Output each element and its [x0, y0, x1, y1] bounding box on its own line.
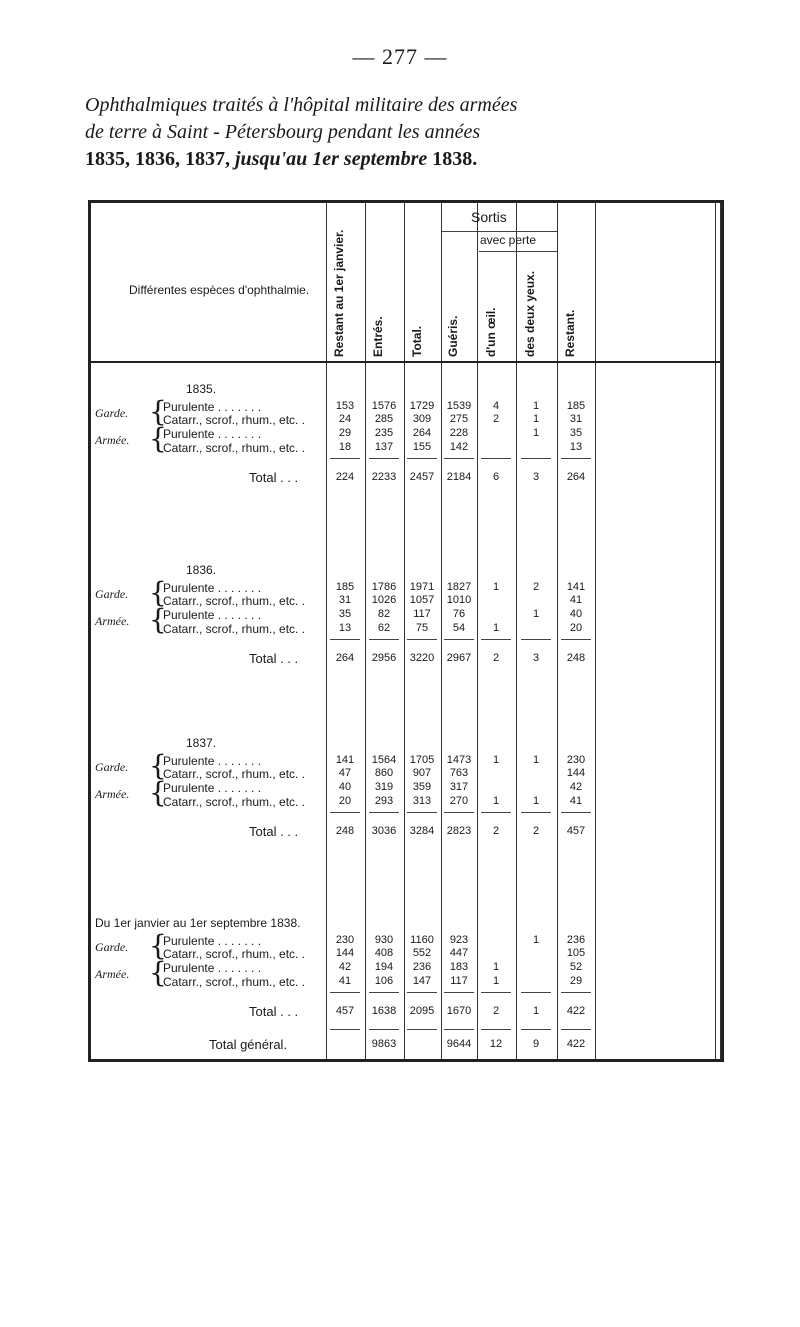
table-cell: 106 [374, 975, 394, 987]
total-rule [330, 992, 360, 993]
row-label: Purulente . . . . . . . [163, 608, 262, 622]
table-cell: 1473 [446, 754, 472, 766]
header-un-oeil: d'un œil. [484, 307, 498, 357]
total-cell: 2956 [371, 652, 397, 664]
header-species: Différentes espèces d'ophthalmie. [129, 283, 310, 297]
group-armee: Armée. [95, 967, 130, 981]
table-cell: 137 [374, 441, 394, 453]
table-cell: 117 [413, 608, 431, 620]
total-rule [407, 992, 437, 993]
table-cell: 1729 [409, 400, 435, 412]
table-cell: 228 [449, 427, 469, 439]
total-rule [444, 639, 474, 640]
table-cell: 4 [492, 400, 500, 412]
total-cell: 264 [566, 471, 586, 483]
table-cell: 1 [492, 961, 500, 973]
total-label: Total . . . [249, 824, 299, 839]
table-cell: 31 [569, 413, 583, 425]
total-rule [521, 992, 551, 993]
total-label: Total . . . [249, 651, 299, 666]
title-line-2: de terre à Saint - Pétersbourg pendant les années [85, 121, 481, 143]
total-cell: 1670 [446, 1005, 472, 1017]
table-cell: 1 [532, 795, 540, 807]
total-cell: 2184 [446, 471, 472, 483]
table-cell: 144 [566, 767, 586, 779]
page-title [85, 92, 735, 173]
table-cell: 319 [374, 781, 394, 793]
total-label: Total . . . [249, 1004, 299, 1019]
row-label: Catarr., scrof., rhum., etc. . [163, 594, 306, 608]
brace-icon: { [149, 603, 167, 636]
total-cell: 2 [492, 1005, 500, 1017]
total-rule [369, 639, 399, 640]
table-cell: 194 [374, 961, 394, 973]
total-rule [444, 1029, 474, 1030]
table-cell: 82 [377, 608, 391, 620]
table-cell: 2 [532, 581, 540, 593]
total-cell: 224 [335, 471, 355, 483]
total-rule [444, 992, 474, 993]
header-restant-janvier: Restant au 1er janvier. [332, 229, 346, 357]
total-rule [481, 992, 511, 993]
table-cell: 1786 [371, 581, 397, 593]
table-cell: 13 [569, 441, 583, 453]
table-cell: 763 [449, 767, 469, 779]
header-deux-yeux: des deux yeux. [523, 270, 537, 357]
table-cell: 907 [412, 767, 432, 779]
total-rule [407, 812, 437, 813]
total-rule [481, 458, 511, 459]
brace-icon: { [149, 929, 167, 962]
table-cell: 1 [492, 754, 500, 766]
header-entres: Entrés. [371, 316, 385, 357]
total-rule [369, 992, 399, 993]
table-cell: 142 [449, 441, 469, 453]
table-cell: 2 [492, 413, 500, 425]
table-cell: 18 [338, 441, 352, 453]
grand-total-label: Total général. [209, 1037, 288, 1052]
total-cell: 2967 [446, 652, 472, 664]
table-cell: 24 [338, 413, 352, 425]
row-label: Purulente . . . . . . . [163, 754, 262, 768]
table-cell: 230 [566, 754, 586, 766]
table-cell: 930 [374, 934, 394, 946]
table-cell: 1539 [446, 400, 472, 412]
total-rule [561, 812, 591, 813]
table-cell: 141 [566, 581, 586, 593]
title-line-1: Ophthalmiques traités à l'hôpital militaire des armées [85, 94, 518, 116]
row-label: Purulente . . . . . . . [163, 934, 262, 948]
table-cell: 47 [338, 767, 352, 779]
row-label: Catarr., scrof., rhum., etc. . [163, 975, 306, 989]
group-armee: Armée. [95, 433, 130, 447]
total-cell: 3036 [371, 825, 397, 837]
table-cell: 447 [449, 947, 469, 959]
table-cell: 1 [492, 622, 500, 634]
table-cell: 552 [412, 947, 432, 959]
table-cell: 29 [338, 427, 352, 439]
table-cell: 155 [412, 441, 432, 453]
table-cell: 1026 [371, 594, 397, 606]
grand-total-cell: 12 [489, 1038, 503, 1050]
row-label: Purulente . . . . . . . [163, 961, 262, 975]
table-cell: 62 [377, 622, 391, 634]
table-cell: 1 [492, 581, 500, 593]
table-cell: 317 [449, 781, 469, 793]
total-cell: 248 [566, 652, 586, 664]
total-cell: 264 [335, 652, 355, 664]
total-rule [481, 1029, 511, 1030]
total-cell: 2 [492, 825, 500, 837]
table-cell: 236 [412, 961, 432, 973]
header-sortis: Sortis [471, 209, 507, 225]
table-cell: 183 [449, 961, 469, 973]
table-cell: 1010 [446, 594, 472, 606]
total-cell: 1 [532, 1005, 540, 1017]
table-cell: 1 [532, 934, 540, 946]
table-cell: 236 [566, 934, 586, 946]
table-cell: 40 [338, 781, 352, 793]
statistics-table [88, 200, 724, 1062]
table-cell: 923 [449, 934, 469, 946]
total-cell: 457 [335, 1005, 355, 1017]
table-cell: 147 [412, 975, 432, 987]
total-cell: 2 [532, 825, 540, 837]
table-cell: 144 [335, 947, 355, 959]
table-cell: 230 [335, 934, 355, 946]
total-cell: 6 [492, 471, 500, 483]
table-cell: 29 [569, 975, 583, 987]
table-cell: 235 [374, 427, 394, 439]
total-rule [407, 458, 437, 459]
group-armee: Armée. [95, 614, 130, 628]
group-garde: Garde. [95, 587, 129, 601]
table-cell: 1564 [371, 754, 397, 766]
total-rule [521, 812, 551, 813]
grand-total-cell: 9863 [371, 1038, 397, 1050]
table-cell: 275 [449, 413, 469, 425]
header-total: Total. [410, 325, 424, 357]
table-cell: 264 [412, 427, 432, 439]
total-rule [330, 458, 360, 459]
section-year: Du 1er janvier au 1er septembre 1838. [95, 916, 301, 930]
table-cell: 1576 [371, 400, 397, 412]
total-rule [407, 639, 437, 640]
total-rule [369, 1029, 399, 1030]
group-armee: Armée. [95, 787, 130, 801]
table-cell: 42 [338, 961, 352, 973]
table-cell: 313 [412, 795, 432, 807]
total-cell: 1638 [371, 1005, 397, 1017]
total-rule [369, 812, 399, 813]
table-cell: 408 [374, 947, 394, 959]
table-cell: 117 [450, 975, 468, 987]
brace-icon: { [149, 749, 167, 782]
page-number: — 277 — [352, 44, 448, 69]
total-cell: 422 [566, 1005, 586, 1017]
table-cell: 1057 [409, 594, 435, 606]
table-cell: 54 [452, 622, 466, 634]
total-rule [481, 812, 511, 813]
total-cell: 3284 [409, 825, 435, 837]
total-rule [330, 1029, 360, 1030]
total-rule [369, 458, 399, 459]
table-cell: 309 [412, 413, 432, 425]
total-rule [330, 812, 360, 813]
section-year: 1837. [186, 736, 217, 750]
brace-icon: { [149, 422, 167, 455]
total-cell: 2457 [409, 471, 435, 483]
table-cell: 1 [532, 427, 540, 439]
table-cell: 52 [569, 961, 583, 973]
row-label: Catarr., scrof., rhum., etc. . [163, 441, 306, 455]
total-rule [561, 992, 591, 993]
total-rule [521, 458, 551, 459]
table-cell: 1160 [410, 934, 434, 946]
title-line-3: 1835, 1836, 1837, jusqu'au 1er septembre 1838. [85, 148, 478, 170]
table-cell: 860 [374, 767, 394, 779]
grand-total-cell: 9 [532, 1038, 540, 1050]
total-rule [330, 639, 360, 640]
table-cell: 1827 [446, 581, 472, 593]
header-restant: Restant. [563, 309, 577, 357]
table-cell: 35 [569, 427, 583, 439]
grand-total-cell: 9644 [446, 1038, 472, 1050]
total-label: Total . . . [249, 470, 299, 485]
total-rule [521, 639, 551, 640]
row-label: Purulente . . . . . . . [163, 427, 262, 441]
table-cell: 1 [532, 608, 540, 620]
table-cell: 76 [452, 608, 466, 620]
table-cell: 1 [532, 754, 540, 766]
brace-icon: { [149, 576, 167, 609]
total-rule [407, 1029, 437, 1030]
table-cell: 1 [532, 413, 540, 425]
table-cell: 1705 [409, 754, 435, 766]
table-cell: 31 [338, 594, 352, 606]
section-year: 1835. [186, 382, 217, 396]
group-garde: Garde. [95, 760, 129, 774]
row-label: Catarr., scrof., rhum., etc. . [163, 622, 306, 636]
table-cell: 185 [566, 400, 586, 412]
group-garde: Garde. [95, 940, 129, 954]
total-rule [561, 1029, 591, 1030]
grand-total-cell: 422 [566, 1038, 586, 1050]
total-rule [521, 1029, 551, 1030]
table-cell: 13 [338, 622, 352, 634]
table-cell: 41 [569, 594, 583, 606]
table-cell: 141 [335, 754, 355, 766]
total-rule [561, 639, 591, 640]
row-label: Catarr., scrof., rhum., etc. . [163, 767, 306, 781]
row-label: Catarr., scrof., rhum., etc. . [163, 947, 306, 961]
row-label: Purulente . . . . . . . [163, 581, 262, 595]
total-cell: 2095 [409, 1005, 435, 1017]
total-cell: 248 [335, 825, 355, 837]
table-cell: 41 [338, 975, 352, 987]
row-label: Catarr., scrof., rhum., etc. . [163, 795, 306, 809]
table-cell: 359 [412, 781, 432, 793]
total-rule [444, 812, 474, 813]
total-cell: 2 [492, 652, 500, 664]
table-cell: 20 [338, 795, 352, 807]
table-cell: 40 [569, 608, 583, 620]
table-cell: 1 [492, 975, 500, 987]
table-cell: 20 [569, 622, 583, 634]
table-cell: 270 [449, 795, 469, 807]
total-cell: 2823 [446, 825, 472, 837]
brace-icon: { [149, 395, 167, 428]
row-label: Catarr., scrof., rhum., etc. . [163, 413, 306, 427]
table-cell: 1 [492, 795, 500, 807]
total-rule [444, 458, 474, 459]
table-cell: 1971 [409, 581, 435, 593]
total-cell: 3 [532, 471, 540, 483]
table-cell: 75 [415, 622, 429, 634]
table-cell: 42 [569, 781, 583, 793]
total-rule [481, 639, 511, 640]
table-cell: 41 [569, 795, 583, 807]
group-garde: Garde. [95, 406, 129, 420]
brace-icon: { [149, 956, 167, 989]
row-label: Purulente . . . . . . . [163, 781, 262, 795]
table-cell: 35 [338, 608, 352, 620]
header-avec-perte: avec perte [480, 233, 537, 247]
section-year: 1836. [186, 563, 217, 577]
table-cell: 1 [532, 400, 540, 412]
total-rule [561, 458, 591, 459]
total-cell: 2233 [371, 471, 397, 483]
total-cell: 457 [566, 825, 586, 837]
header-gueris: Guéris. [446, 315, 460, 357]
table-cell: 293 [374, 795, 394, 807]
brace-icon: { [149, 776, 167, 809]
table-cell: 153 [335, 400, 355, 412]
table-cell: 105 [566, 947, 586, 959]
table-cell: 285 [374, 413, 394, 425]
table-cell: 185 [335, 581, 355, 593]
total-cell: 3 [532, 652, 540, 664]
total-cell: 3220 [409, 652, 435, 664]
row-label: Purulente . . . . . . . [163, 400, 262, 414]
